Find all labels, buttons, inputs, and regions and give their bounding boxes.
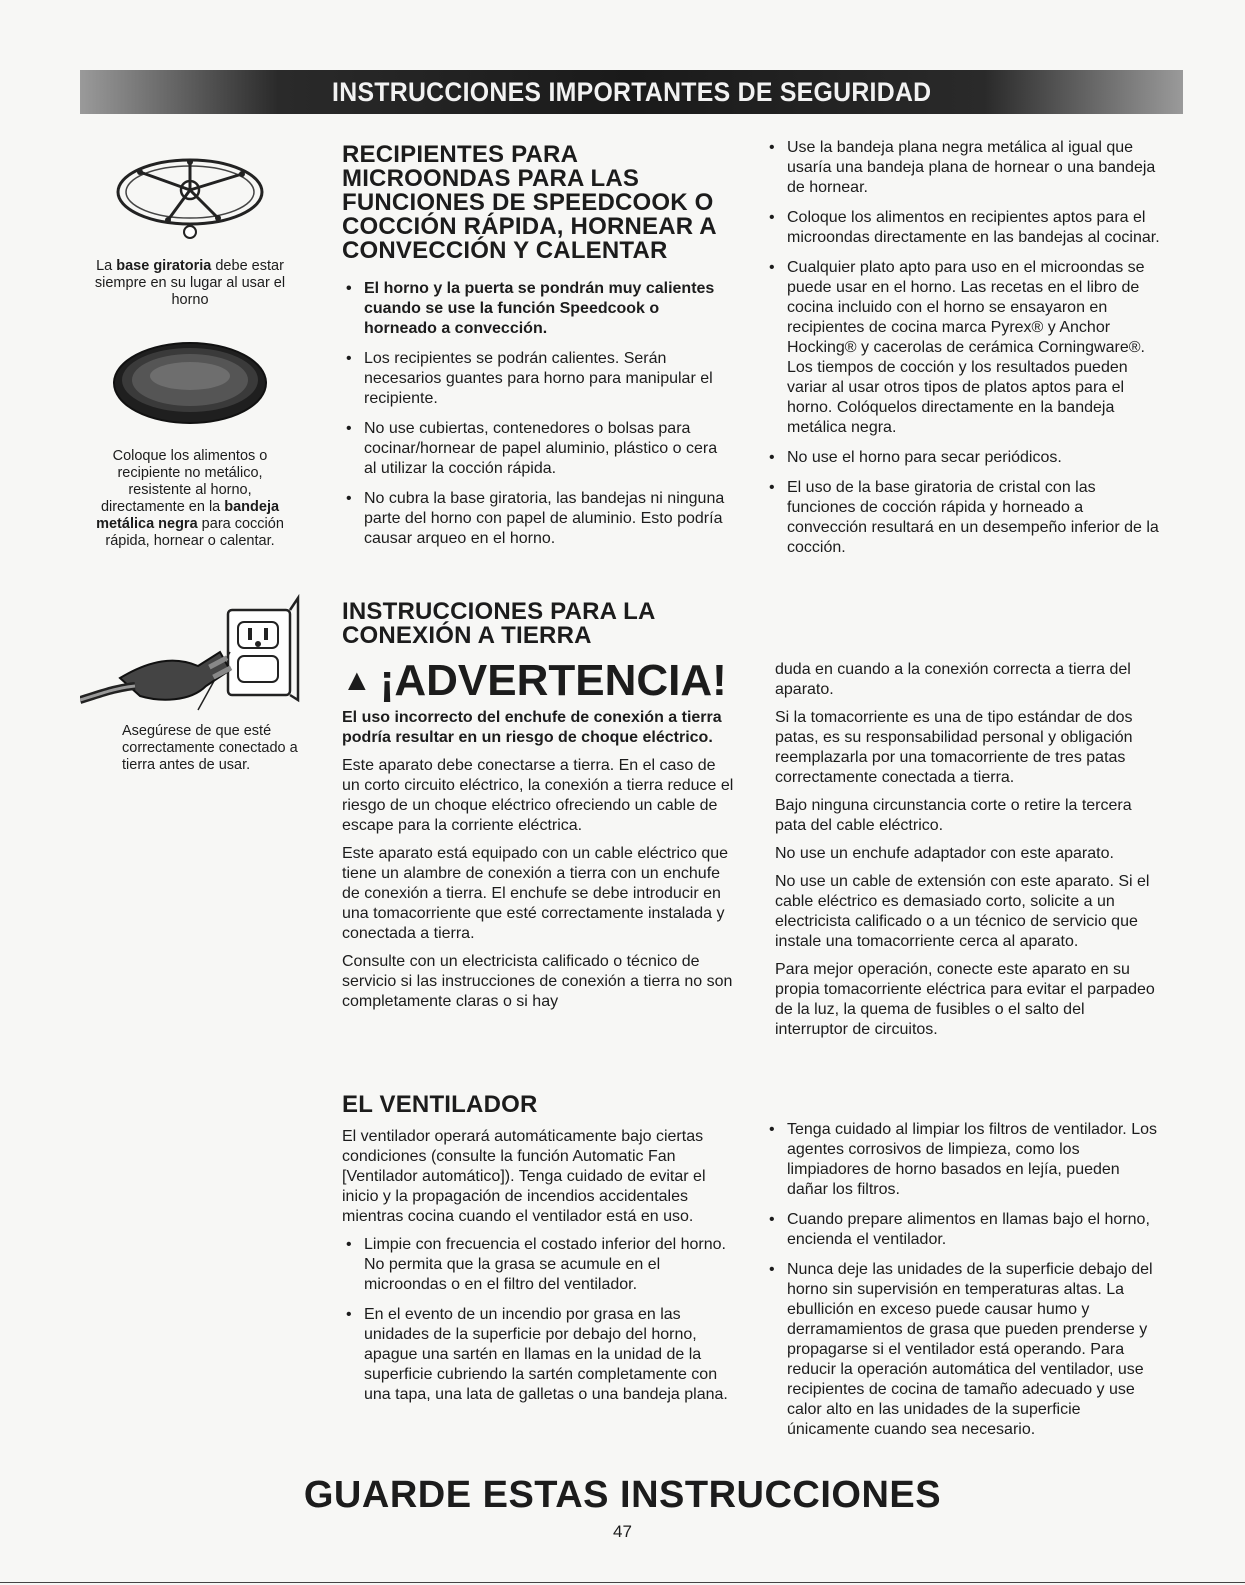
grounding-paragraph: duda en cuando a la conexión correcta a tierra del aparato. (775, 661, 1131, 698)
grounding-paragraph: Este aparato debe conectarse a tierra. En el caso de un corto circuito eléctrico, la conexión a tierra reduce el riesgo de un choque eléctrico ofreciendo un cable de escape para la corriente eléctrica. (342, 757, 734, 834)
turntable-support-illustration (110, 150, 270, 250)
fan-bullets (342, 1235, 734, 1405)
grounding-paragraph: Para mejor operación, conecte este aparato en su propia tomacorriente eléctrica para evitar el parpadeo de la luz, la quema de fusibles o el salto del interruptor de circuitos. (775, 961, 1155, 1038)
containers-bullets (342, 279, 727, 549)
list-item: • No cubra la base giratoria, las bandejas ni ninguna parte del horno con papel de aluminio. Esto podría causar arqueo en el horno. (342, 489, 727, 549)
tray-caption: Coloque los alimentos o recipiente no metálico, resistente al horno, directamente en la bandeja metálica negra para cocción rápida, hornear o calentar. (96, 448, 284, 549)
metal-tray-illustration (110, 338, 270, 428)
list-item: • Nunca deje las unidades de la superficie debajo del horno sin supervisión en temperaturas altas. La ebullición en exceso puede causar humo y derramamientos de grasa que pueden prenderse y propagarse si el ventilador está operando. Para reducir la operación automática del ventilador, use recipientes de cocina de tamaño adecuado y use calor alto en las unidades de la superficie únicamente cuando sea necesario. (765, 1260, 1165, 1440)
list-item: • Use la bandeja plana negra metálica al igual que usaría una bandeja plana de hornear o una bandeja de hornear. (765, 138, 1160, 198)
list-item: • Cualquier plato apto para uso en el microondas se puede usar en el horno. Las recetas en el libro de cocina incluido con el horno se ensayaron en recipientes de cocina marca Pyrex® y Anchor Hocking® y cacerolas de cerámica Corningware®. Los tiempos de cocción y los resultados pueden variar al usar otros tipos de platos aptos para el horno. Colóquelos directamente en la bandeja metálica negra. (765, 258, 1160, 438)
fan-heading: EL VENTILADOR (342, 1091, 538, 1118)
bottom-divider (0, 1582, 1245, 1583)
right-bottom-bullets-block (765, 1120, 1165, 1450)
list-item: • Limpie con frecuencia el costado inferior del horno. No permita que la grasa se acumule en el microondas o en el filtro del ventilador. (342, 1235, 734, 1295)
fan-intro: El ventilador operará automáticamente bajo ciertas condiciones (consulte la función Automatic Fan [Ventilador automático]). Tenga cuidado de evitar el inicio y la propagación de incendios accidentales mientras cocina cuando el ventilador está en uso. (342, 1128, 706, 1225)
right-middle-block (775, 660, 1160, 1048)
plug-caption: Asegúrese de que esté correctamente conectado a tierra antes de usar. (122, 723, 298, 773)
list-item: • No use cubiertas, contenedores o bolsas para cocinar/hornear de papel aluminio, plástico o cera al utilizar la cocción rápida. (342, 419, 727, 479)
list-item: • Cuando prepare alimentos en llamas bajo el horno, encienda el ventilador. (765, 1210, 1165, 1250)
page-header-title: INSTRUCCIONES IMPORTANTES DE SEGURIDAD (331, 76, 932, 107)
turntable-caption: La base giratoria debe estar siempre en su lugar al usar el horno (94, 258, 286, 308)
grounding-paragraph: Consulte con un electricista calificado o técnico de servicio si las instrucciones de conexión a tierra no son completamente claras o si hay (342, 953, 733, 1010)
grounding-section (342, 600, 734, 1020)
grounding-paragraph: No use un cable de extensión con este aparato. Si el cable eléctrico es demasiado corto, solicite a un electricista calificado o a un técnico de servicio que instale una tomacorriente cerca al aparato. (775, 873, 1150, 950)
grounding-paragraph: Este aparato está equipado con un cable eléctrico que tiene un alambre de conexión a tierra con un enchufe de conexión a tierra. El enchufe se debe introducir en una tomacorriente que esté correctamente instalada y conectada a tierra. (342, 845, 729, 942)
right-top-bullets-block (765, 138, 1160, 568)
grounding-heading: INSTRUCCIONES PARA LA CONEXIÓN A TIERRA (342, 598, 655, 649)
list-item: • Tenga cuidado al limpiar los filtros de ventilador. Los agentes corrosivos de limpieza, como los limpiadores de horno basados en lejía, pueden dañar los filtros. (765, 1120, 1165, 1200)
right-top-bullets (765, 138, 1160, 558)
header-bar (80, 70, 1183, 114)
right-bottom-bullets (765, 1120, 1165, 1440)
list-item: • El uso de la base giratoria de cristal con las funciones de cocción rápida y horneado a convección resultará en un desempeño inferior de la cocción. (765, 478, 1160, 558)
list-item: • El horno y la puerta se pondrán muy calientes cuando se use la función Speedcook o horneado a convección. (342, 279, 727, 339)
grounded-plug-outlet-illustration (80, 590, 305, 720)
list-item: • Los recipientes se podrán calientes. Serán necesarios guantes para horno para manipular el recipiente. (342, 349, 727, 409)
fan-section (342, 1093, 734, 1415)
list-item: • Coloque los alimentos en recipientes aptos para el microondas directamente en las bandejas al cocinar. (765, 208, 1160, 248)
save-instructions-title: GUARDE ESTAS INSTRUCCIONES (303, 1474, 942, 1516)
warning-statement: El uso incorrecto del enchufe de conexión a tierra podría resultar en un riesgo de choque eléctrico. (342, 709, 722, 746)
grounding-paragraph: Si la tomacorriente es una de tipo estándar de dos patas, es su responsabilidad personal y obligación reemplazarla por una tomacorriente de tres patas correctamente conectada a tierra. (775, 709, 1133, 786)
warning-heading: ¡ADVERTENCIA! (379, 656, 727, 705)
page-number: 47 (613, 1522, 632, 1541)
containers-heading: RECIPIENTES PARA MICROONDAS PARA LAS FUNCIONES DE SPEEDCOOK O COCCIÓN RÁPIDA, HORNEAR A CONVECCIÓN Y CALENTAR (342, 141, 716, 264)
list-item: • No use el horno para secar periódicos. (765, 448, 1160, 468)
list-item: • En el evento de un incendio por grasa en las unidades de la superficie por debajo del horno, apague una sartén en llamas en la unidad de la superficie cubriendo la sartén completamente con una tapa, una lata de galletas o una bandeja plana. (342, 1305, 734, 1405)
grounding-paragraph: No use un enchufe adaptador con este aparato. (775, 845, 1114, 862)
warning-triangle-icon: ▲ (342, 664, 372, 697)
warning-title (342, 658, 734, 704)
containers-section (342, 143, 727, 559)
grounding-paragraph: Bajo ninguna circunstancia corte o retire la tercera pata del cable eléctrico. (775, 797, 1132, 834)
